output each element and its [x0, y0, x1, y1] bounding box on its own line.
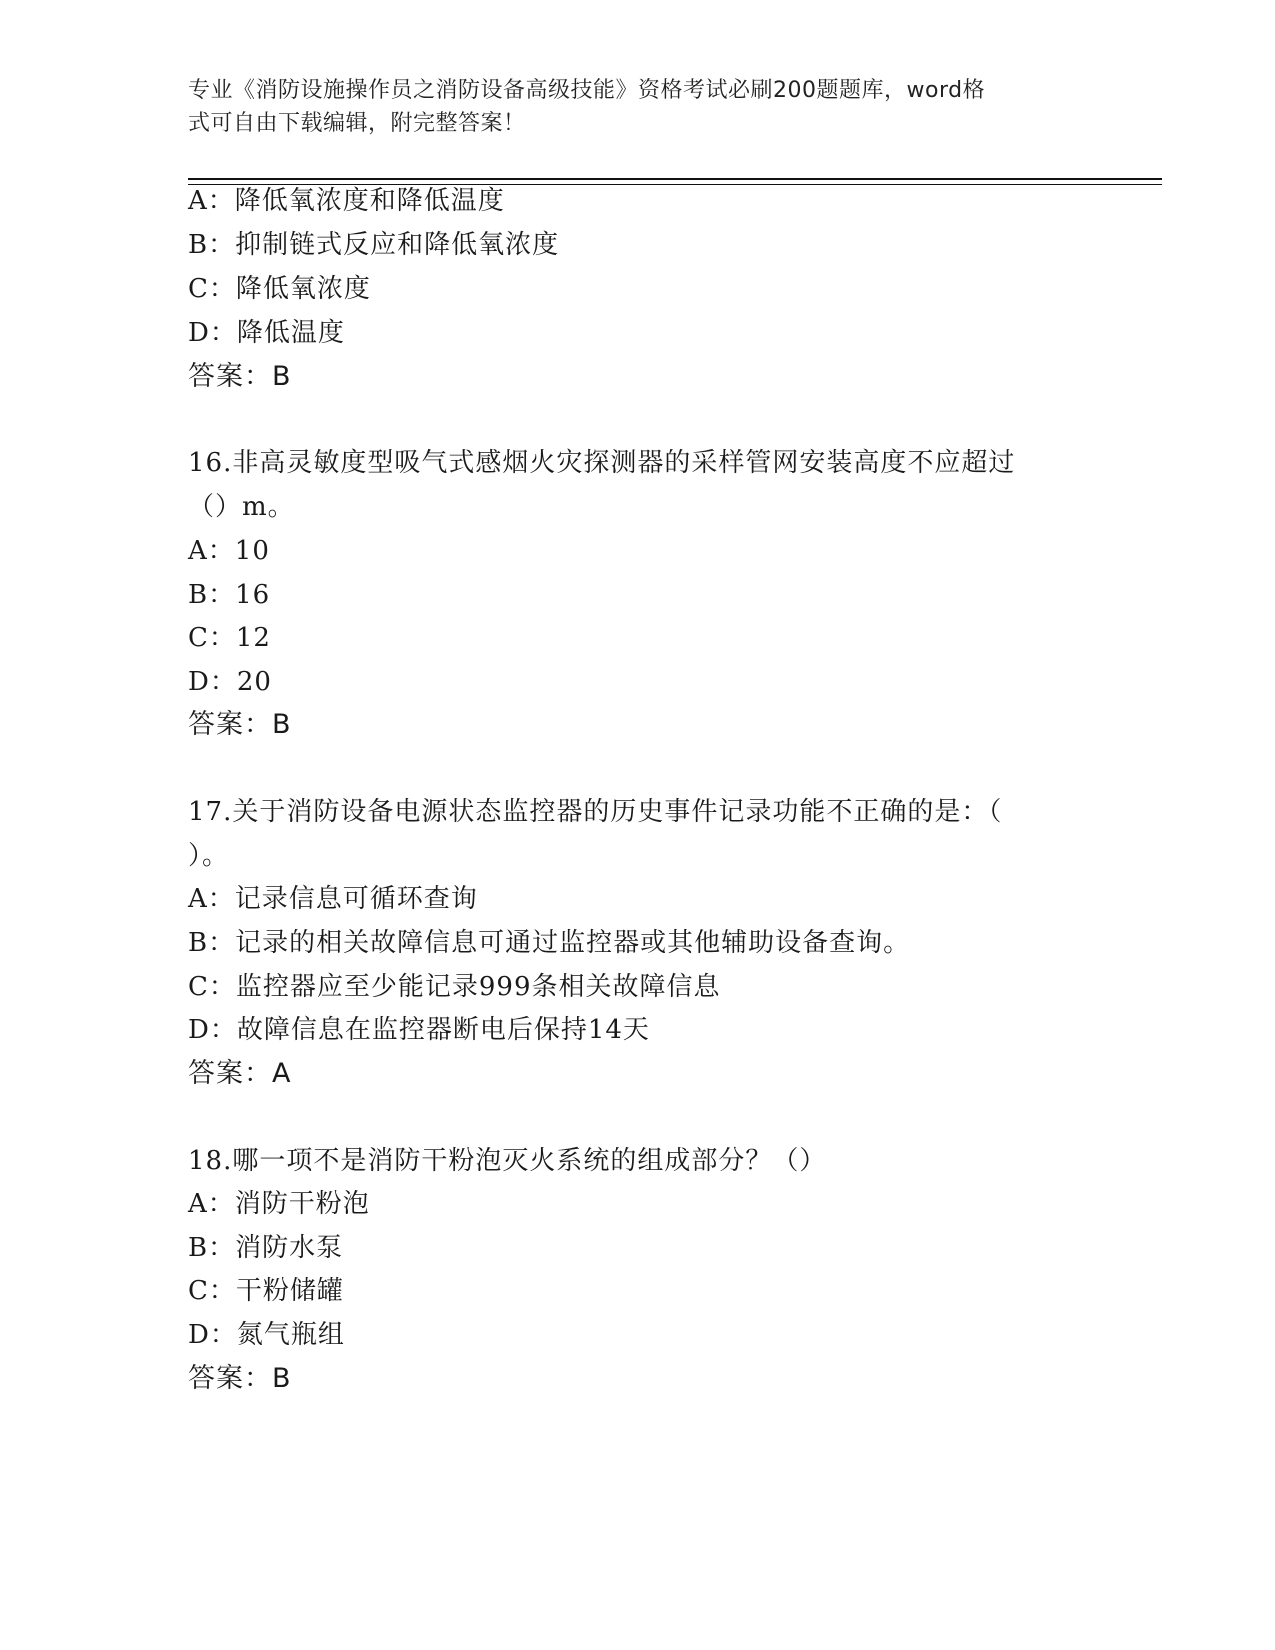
- q16-option-d: D：20: [188, 667, 272, 697]
- q17-question-line-1: 17.关于消防设备电源状态监控器的历史事件记录功能不正确的是：（: [188, 797, 1003, 827]
- document-header: [188, 74, 1068, 140]
- q17-answer: 答案：A: [188, 1058, 292, 1089]
- q15-option-a: A：降低氧浓度和降低温度: [188, 186, 505, 216]
- q18-question-line-1: 18.哪一项不是消防干粉泡灭火系统的组成部分？（）: [188, 1146, 827, 1176]
- q15-answer: 答案：B: [188, 361, 292, 392]
- q16-option-a: A：10: [188, 536, 270, 566]
- q15-option-d: D：降低温度: [188, 318, 345, 348]
- q17-question-line-2: ）。: [188, 841, 230, 871]
- q16-option-c: C：12: [188, 623, 271, 653]
- q18-answer: 答案：B: [188, 1363, 292, 1394]
- q15-option-c: C：降低氧浓度: [188, 274, 371, 304]
- q17-option-c: C：监控器应至少能记录999条相关故障信息: [188, 972, 721, 1002]
- header-divider-thick: [188, 178, 1162, 180]
- header-line-2: 式可自由下载编辑，附完整答案！: [188, 111, 526, 136]
- q18-option-b: B：消防水泵: [188, 1233, 344, 1263]
- q16-question-line-2: （）m。: [188, 492, 295, 522]
- q16-question-line-1: 16.非高灵敏度型吸气式感烟火灾探测器的采样管网安装高度不应超过: [188, 448, 1016, 478]
- q15-option-b: B：抑制链式反应和降低氧浓度: [188, 230, 560, 260]
- q18-option-c: C：干粉储罐: [188, 1276, 344, 1306]
- header-line-1: 专业《消防设施操作员之消防设备高级技能》资格考试必刷200题题库，word格: [188, 78, 986, 103]
- q17-option-a: A：记录信息可循环查询: [188, 884, 478, 914]
- q17-option-d: D：故障信息在监控器断电后保持14天: [188, 1015, 650, 1045]
- q18-option-a: A：消防干粉泡: [188, 1189, 370, 1219]
- q17-option-b: B：记录的相关故障信息可通过监控器或其他辅助设备查询。: [188, 928, 911, 958]
- q16-answer: 答案：B: [188, 709, 292, 740]
- q16-option-b: B：16: [188, 580, 271, 610]
- q18-option-d: D：氮气瓶组: [188, 1320, 345, 1350]
